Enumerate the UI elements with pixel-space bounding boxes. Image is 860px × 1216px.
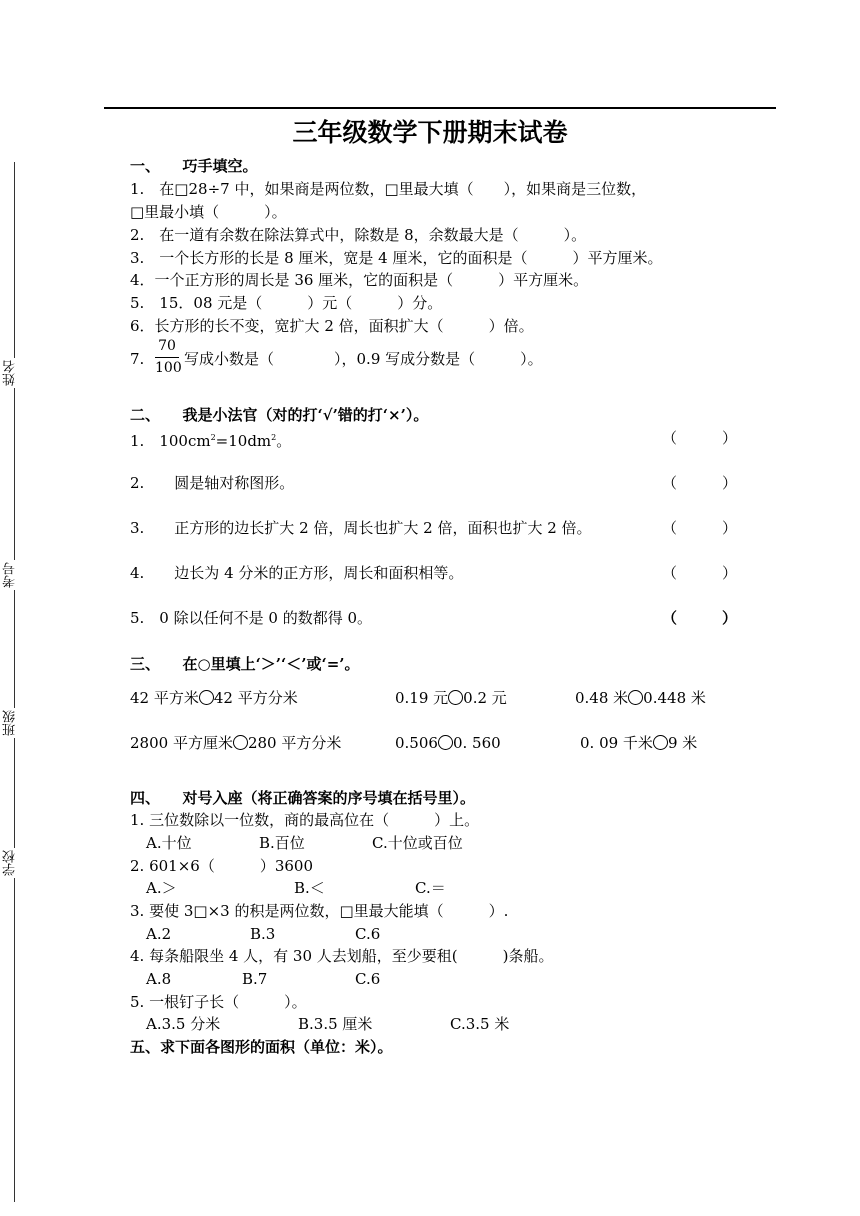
- s4-question-3: 3. 要使 3□×3 的积是两位数，□里最大能填（ ）.: [130, 902, 509, 920]
- section-4-heading: 四、 对号入座（将正确答案的序号填在括号里）。: [130, 789, 476, 807]
- option: C.＝: [415, 879, 446, 897]
- s2-answer-paren-4: （ ）: [662, 564, 738, 582]
- s2-answer-paren-3: （ ）: [662, 519, 738, 537]
- option: C.6: [355, 970, 381, 988]
- blank-circle-icon[interactable]: [653, 735, 668, 750]
- s1-question-4: 4．一个正方形的周长是 36 厘米，它的面积是（ ）平方厘米。: [130, 271, 589, 289]
- s1-question-1a: 1. 在□28÷7 中，如果商是两位数，□里最大填（ ），如果商是三位数，: [130, 180, 647, 198]
- comparison-item: 0.19 元 0.2 元: [395, 689, 507, 707]
- comparison-item: 0.506 0. 560: [395, 734, 501, 752]
- side-label-exam-number: 考号: [3, 562, 18, 588]
- option: B.7: [242, 970, 268, 988]
- s2-question-4: 4. 边长为 4 分米的正方形，周长和面积相等。: [130, 564, 464, 582]
- s2-answer-paren-2: （ ）: [662, 474, 738, 492]
- s2-question-2: 2. 圆是轴对称图形。: [130, 474, 295, 492]
- blank-circle-icon[interactable]: [438, 735, 453, 750]
- s4-question-4: 4. 每条船限坐 4 人，有 30 人去划船，至少要租( )条船。: [130, 947, 554, 965]
- section-5-heading: 五、求下面各图形的面积（单位：米）。: [130, 1038, 393, 1056]
- blank-circle-icon[interactable]: [448, 690, 463, 705]
- s1-question-5: 5. 15．08 元是（ ）元（ ）分。: [130, 294, 443, 312]
- option: B.3: [250, 925, 276, 943]
- side-label-class: 班级: [3, 710, 18, 736]
- option: A.2: [146, 925, 172, 943]
- s4-question-1: 1. 三位数除以一位数，商的最高位在（ ）上。: [130, 811, 480, 829]
- option: C.6: [355, 925, 381, 943]
- option: A.3.5 分米: [146, 1015, 221, 1033]
- s4-question-5: 5. 一根钉子长（ ）。: [130, 993, 307, 1011]
- option: B.＜: [294, 879, 325, 897]
- blank-circle-icon[interactable]: [199, 690, 214, 705]
- option: A.＞: [146, 879, 177, 897]
- blank-circle-icon[interactable]: [628, 690, 643, 705]
- s4-question-2: 2. 601×6（ ）3600: [130, 857, 313, 875]
- s2-question-1: 1. $100cm^2=10dm^2$。: [130, 432, 292, 450]
- comparison-item: 0. 09 千米 9 米: [580, 734, 698, 752]
- s2-answer-paren-5: （ ）: [662, 609, 738, 627]
- fraction-70-over-100: [155, 338, 182, 377]
- option: B.百位: [259, 834, 305, 852]
- option: C.十位或百位: [372, 834, 463, 852]
- s1-question-7-number: 7.: [130, 350, 145, 368]
- s1-question-6: 6．长方形的长不变，宽扩大 2 倍，面积扩大（ ）倍。: [130, 317, 534, 335]
- s1-question-1b: □里最小填（ ）。: [130, 203, 287, 221]
- binding-line: [14, 162, 15, 1202]
- section-3-heading: 三、 在○里填上‘＞’‘＜’或‘=’。: [130, 655, 360, 673]
- fraction-denominator: 100: [155, 360, 182, 376]
- option: B.3.5 厘米: [298, 1015, 373, 1033]
- side-label-school: 学校: [3, 850, 18, 876]
- comparison-item: 0.48 米 0.448 米: [575, 689, 706, 707]
- side-label-name: 姓名: [3, 360, 18, 386]
- section-2-heading: 二、 我是小法官（对的打‘√’错的打‘×’）。: [130, 406, 429, 424]
- s2-answer-paren-1: （ ）: [662, 429, 738, 447]
- s2-question-3: 3. 正方形的边长扩大 2 倍，周长也扩大 2 倍，面积也扩大 2 倍。: [130, 519, 592, 537]
- s1-question-7-text: 写成小数是（ ），0.9 写成分数是（ ）。: [184, 350, 543, 368]
- comparison-item: 2800 平方厘米 280 平方分米: [130, 734, 342, 752]
- fraction-numerator: 70: [155, 338, 179, 358]
- section-1-heading: 一、 巧手填空。: [130, 157, 258, 175]
- page-title: 三年级数学下册期末试卷: [292, 118, 568, 147]
- s2-question-5: 5. 0 除以任何不是 0 的数都得 0。: [130, 609, 373, 627]
- option: A.十位: [146, 834, 192, 852]
- blank-circle-icon[interactable]: [233, 735, 248, 750]
- s1-question-3: 3. 一个长方形的长是 8 厘米，宽是 4 厘米，它的面积是（ ）平方厘米。: [130, 249, 663, 267]
- top-rule: [104, 107, 776, 109]
- option: A.8: [146, 970, 172, 988]
- s1-question-2: 2. 在一道有余数在除法算式中，除数是 8，余数最大是（ ）。: [130, 226, 587, 244]
- option: C.3.5 米: [450, 1015, 510, 1033]
- comparison-item: 42 平方米 42 平方分米: [130, 689, 298, 707]
